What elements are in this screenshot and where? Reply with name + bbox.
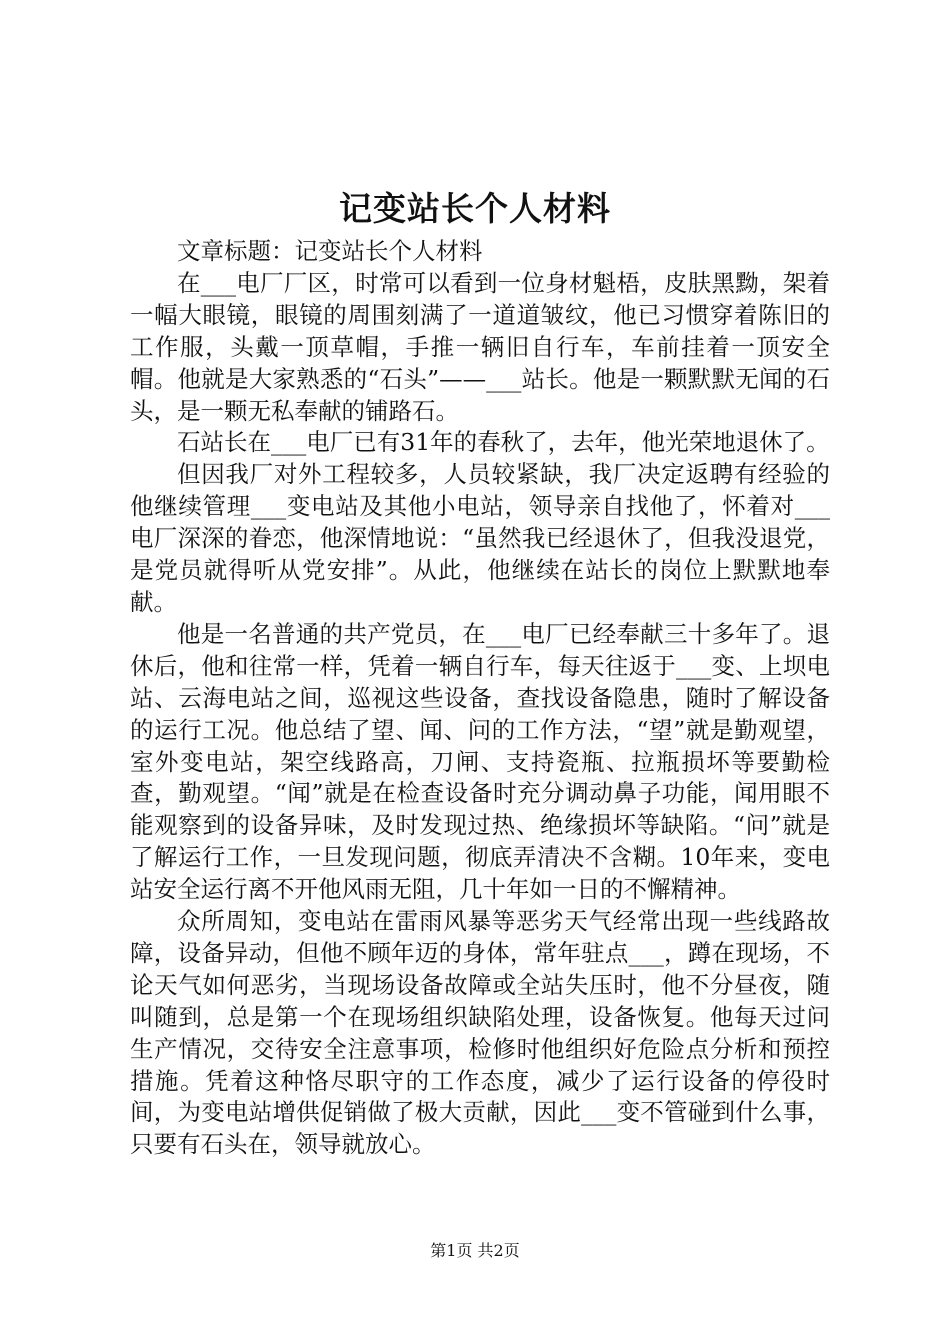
- page-footer: 第1页 共2页: [430, 1241, 520, 1260]
- paragraph: 他是一名普通的共产党员，在___电厂已经奉献三十多年了。退休后，他和往常一样，凭着一辆自行车，每天往返于___变、上坝电站、云海电站之间，巡视这些设备，查找设备隐患，随时了解设备的运行工况。他总结了望、闻、问的工作方法，“望”就是勤观望，室外变电站，架空线路高，刀闸、支持瓷瓶、拉瓶损坏等要勤检查，勤观望。“闻”就是在检查设备时充分调动鼻子功能，闻用眼不能观察到的设备异味，及时发现过热、绝缘损坏等缺陷。“问”就是了解运行工作，一旦发现问题，彻底弄清决不含糊。10年来，变电站安全运行离不开他风雨无阻，几十年如一日的不懈精神。: [130, 619, 830, 904]
- paragraph: 众所周知，变电站在雷雨风暴等恶劣天气经常出现一些线路故障，设备异动，但他不顾年迈的身体，常年驻点___，蹲在现场，不论天气如何恶劣，当现场设备故障或全站失压时，他不分昼夜，随叫随到，总是第一个在现场组织缺陷处理，设备恢复。他每天过问生产情况，交待安全注意事项，检修时他组织好危险点分析和预控措施。凭着这种恪尽职守的工作态度，减少了运行设备的停役时间，为变电站增供促销做了极大贡献，因此___变不管碰到什么事，只要有石头在，领导就放心。: [130, 907, 830, 1159]
- document-title: 记变站长个人材料: [339, 189, 611, 228]
- paragraph: 石站长在___电厂已有31年的春秋了，去年，他光荣地退休了。: [177, 428, 830, 457]
- document-body: [130, 236, 830, 1161]
- paragraph: 但因我厂对外工程较多，人员较紧缺，我厂决定返聘有经验的他继续管理___变电站及其他小电站，领导亲自找他了，怀着对___电厂深深的眷恋，他深情地说：“虽然我已经退休了，但我没退党，是党员就得听从党安排”。从此，他继续在站长的岗位上默默地奉献。: [130, 460, 830, 616]
- paragraph-article-title: 文章标题：记变站长个人材料: [177, 237, 483, 265]
- paragraph: 在___电厂厂区，时常可以看到一位身材魁梧，皮肤黑黝，架着一幅大眼镜，眼镜的周围刻满了一道道皱纹，他已习惯穿着陈旧的工作服，头戴一顶草帽，手推一辆旧自行车，车前挂着一顶安全帽。他就是大家熟悉的“石头”——___站长。他是一颗默默无闻的石头，是一颗无私奉献的铺路石。: [130, 268, 830, 425]
